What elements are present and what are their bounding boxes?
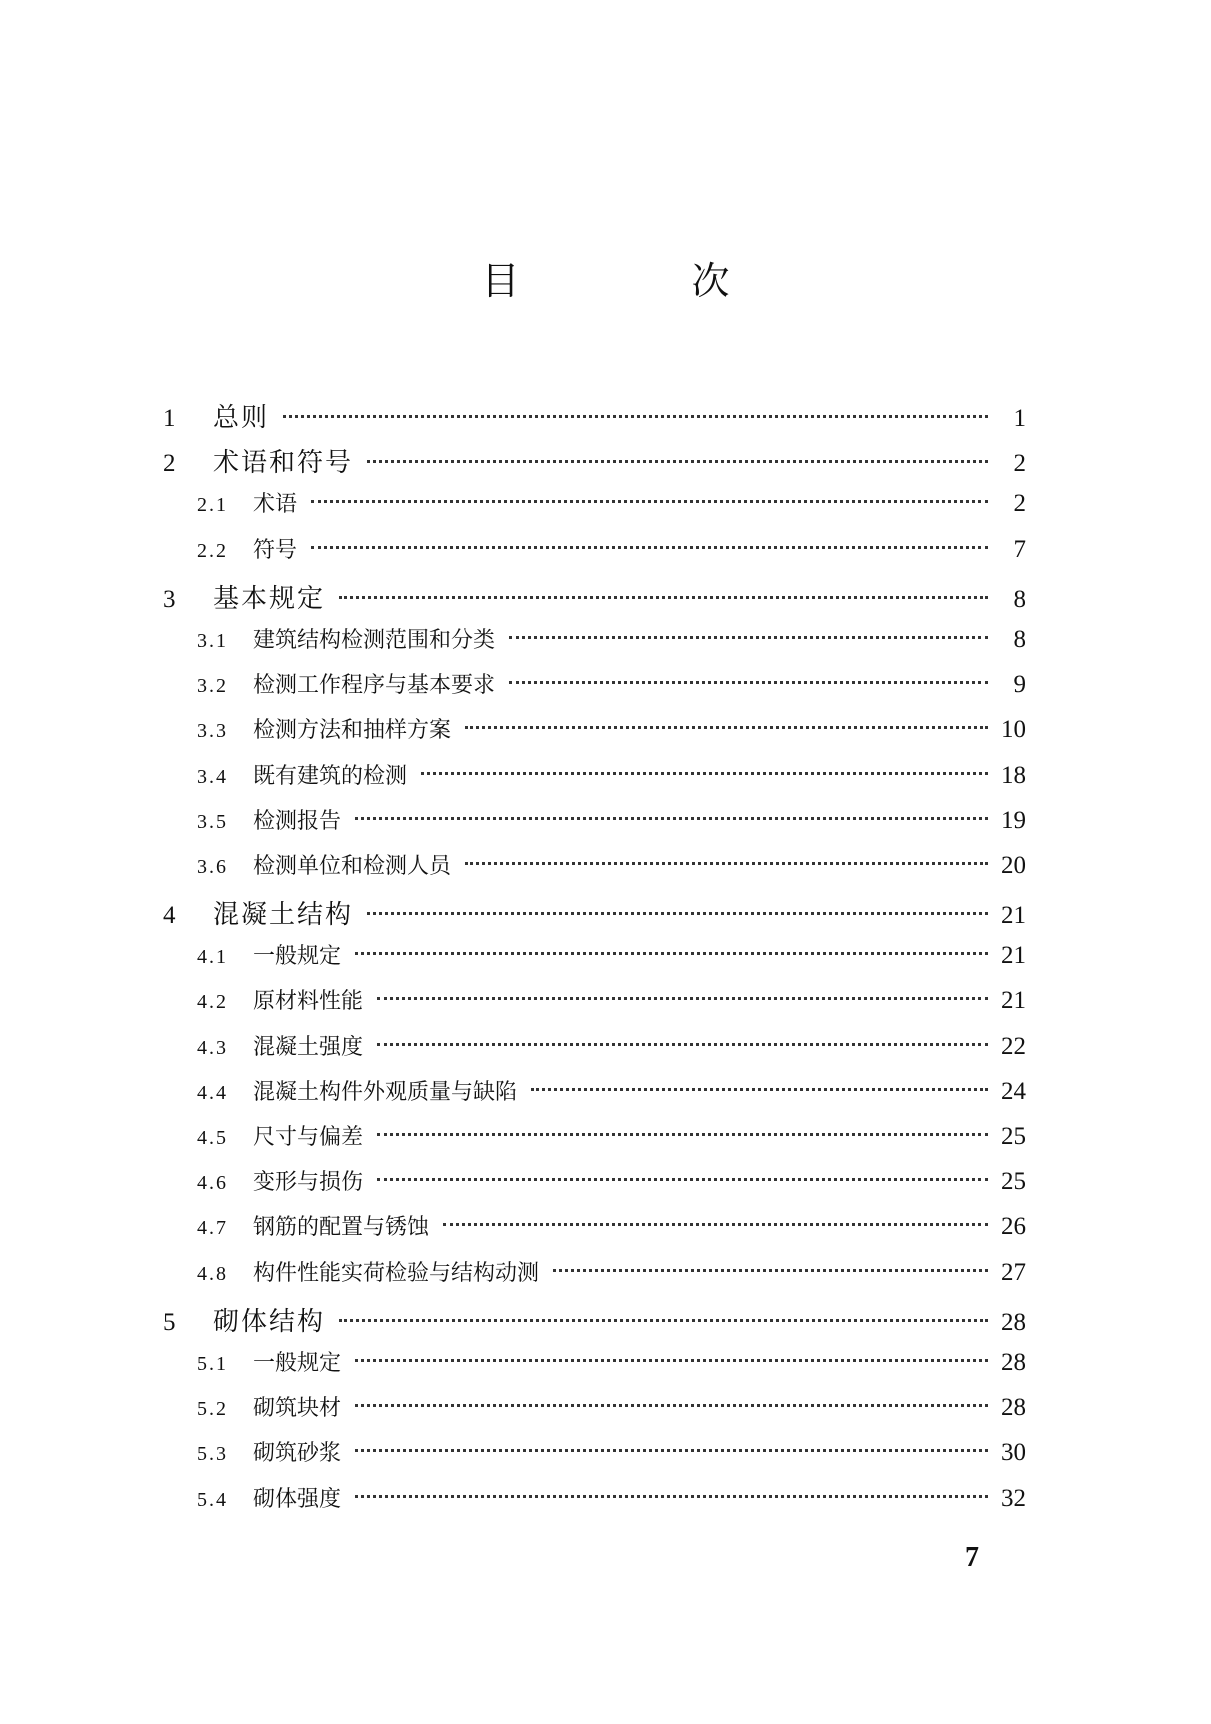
toc-entry — [163, 1030, 1026, 1075]
dot-leader — [355, 817, 988, 820]
dot-leader — [311, 546, 988, 549]
toc-entry-page: 28 — [1001, 1394, 1026, 1422]
toc-entry-page: 28 — [1001, 1348, 1026, 1376]
toc-entry-title: 砌体结构 — [213, 1306, 326, 1337]
toc-entry-title: 检测单位和检测人员 — [253, 853, 452, 879]
dot-leader — [421, 772, 988, 775]
toc-entry-number: 4.1 — [197, 946, 228, 969]
toc-entry-title: 混凝土结构 — [213, 900, 354, 931]
toc-entry-title: 检测工作程序与基本要求 — [253, 673, 496, 699]
toc-entry-title: 总则 — [213, 403, 270, 433]
toc-entry-page: 20 — [1001, 851, 1026, 879]
toc-entry-title: 原材料性能 — [253, 989, 364, 1015]
toc-entry-number: 5.2 — [197, 1398, 228, 1421]
toc-entry — [163, 533, 1026, 578]
toc-entry — [163, 1210, 1026, 1255]
toc-entry-title: 混凝土构件外观质量与缺陷 — [253, 1079, 518, 1105]
toc-entry — [163, 1346, 1026, 1391]
toc-entry-number: 1 — [163, 405, 176, 432]
toc-entry — [163, 804, 1026, 849]
dot-leader — [355, 1495, 988, 1498]
table-of-contents — [163, 397, 1026, 1527]
dot-leader — [283, 415, 988, 418]
dot-leader — [377, 1178, 988, 1181]
toc-entry-title: 检测报告 — [253, 808, 342, 834]
toc-entry-page: 22 — [1001, 1032, 1026, 1060]
dot-leader — [531, 1088, 988, 1091]
dot-leader — [355, 1449, 988, 1452]
toc-entry — [163, 578, 1026, 623]
dot-leader — [377, 1043, 988, 1046]
toc-entry-number: 2.2 — [197, 539, 228, 562]
dot-leader — [377, 997, 988, 1000]
dot-leader — [377, 1133, 988, 1136]
toc-entry-number: 2 — [163, 450, 176, 478]
toc-entry-number: 5 — [163, 1308, 176, 1336]
toc-entry — [163, 894, 1026, 939]
toc-entry — [163, 1482, 1026, 1527]
toc-entry-page: 9 — [1013, 671, 1026, 699]
dot-leader — [311, 500, 988, 503]
toc-entry-title: 一般规定 — [253, 1350, 342, 1376]
toc-entry-page: 25 — [1001, 1168, 1026, 1196]
page-number: 7 — [965, 1542, 979, 1573]
toc-entry-page: 21 — [1001, 987, 1026, 1015]
toc-entry-page: 21 — [1001, 902, 1026, 930]
toc-entry-title: 术语和符号 — [213, 448, 354, 479]
toc-entry-number: 3.5 — [197, 810, 228, 833]
toc-entry-number: 3.3 — [197, 720, 228, 743]
toc-entry-title: 砌筑砂浆 — [253, 1441, 342, 1467]
toc-entry — [163, 1120, 1026, 1165]
dot-leader — [465, 862, 988, 865]
toc-entry-number: 4.4 — [197, 1081, 228, 1104]
toc-entry-page: 24 — [1001, 1077, 1026, 1105]
toc-entry — [163, 1391, 1026, 1436]
dot-leader — [553, 1269, 988, 1272]
toc-entry-title: 符号 — [253, 537, 298, 563]
toc-entry-number: 3.1 — [197, 629, 228, 652]
toc-entry-title: 既有建筑的检测 — [253, 763, 408, 789]
toc-entry-title: 构件性能实荷检验与结构动测 — [253, 1260, 540, 1286]
toc-entry — [163, 1165, 1026, 1210]
dot-leader — [443, 1223, 988, 1226]
toc-entry-title: 砌筑块材 — [253, 1396, 342, 1422]
toc-entry-number: 4.5 — [197, 1127, 228, 1149]
toc-entry-number: 5.4 — [197, 1488, 228, 1511]
toc-entry-title: 变形与损伤 — [253, 1170, 364, 1196]
toc-entry-page: 7 — [1013, 535, 1026, 563]
dot-leader — [339, 1319, 988, 1322]
dot-leader — [355, 952, 988, 955]
toc-entry-page: 21 — [1001, 942, 1026, 970]
toc-entry-number: 5.3 — [197, 1443, 228, 1466]
toc-entry-page: 19 — [1001, 806, 1026, 834]
dot-leader — [509, 681, 988, 684]
toc-entry-number: 3.6 — [197, 855, 228, 878]
toc-title: 目 次 — [481, 259, 810, 303]
toc-entry — [163, 1301, 1026, 1346]
toc-entry-number: 3.4 — [197, 765, 228, 788]
toc-entry-title: 尺寸与偏差 — [253, 1125, 364, 1150]
toc-entry — [163, 397, 1026, 442]
dot-leader — [355, 1404, 988, 1407]
toc-entry-number: 4.6 — [197, 1172, 228, 1195]
toc-entry — [163, 623, 1026, 668]
toc-entry-title: 一般规定 — [253, 944, 342, 970]
toc-entry-title: 术语 — [253, 492, 298, 518]
dot-leader — [465, 726, 988, 729]
dot-leader — [339, 596, 988, 599]
toc-entry-page: 2 — [1013, 490, 1026, 518]
toc-entry-title: 基本规定 — [213, 583, 326, 614]
toc-entry — [163, 984, 1026, 1029]
toc-entry-title: 钢筋的配置与锈蚀 — [253, 1215, 430, 1241]
toc-entry-number: 2.1 — [197, 494, 228, 517]
toc-entry-page: 27 — [1001, 1258, 1026, 1286]
toc-entry-page: 25 — [1001, 1123, 1026, 1150]
toc-entry-number: 4 — [163, 902, 176, 930]
toc-entry-title: 建筑结构检测范围和分类 — [253, 627, 496, 653]
toc-entry-number: 4.2 — [197, 991, 228, 1014]
toc-entry-page: 10 — [1001, 716, 1026, 744]
toc-entry — [163, 442, 1026, 487]
toc-entry — [163, 1075, 1026, 1120]
dot-leader — [367, 912, 988, 915]
toc-entry-title: 砌体强度 — [253, 1486, 342, 1512]
toc-entry — [163, 939, 1026, 984]
toc-entry-number: 4.8 — [197, 1262, 228, 1285]
toc-entry-page: 1 — [1013, 405, 1026, 432]
toc-entry-page: 30 — [1001, 1439, 1026, 1467]
toc-entry-title: 混凝土强度 — [253, 1034, 364, 1060]
toc-entry-page: 26 — [1001, 1213, 1026, 1241]
toc-entry-page: 8 — [1013, 585, 1026, 613]
toc-entry-page: 28 — [1001, 1308, 1026, 1336]
toc-entry-page: 18 — [1001, 761, 1026, 789]
toc-entry-number: 4.3 — [197, 1036, 228, 1059]
dot-leader — [509, 636, 988, 639]
toc-entry — [163, 849, 1026, 894]
toc-entry — [163, 713, 1026, 758]
toc-entry-page: 8 — [1013, 625, 1026, 653]
toc-entry-title: 检测方法和抽样方案 — [253, 718, 452, 744]
toc-entry — [163, 668, 1026, 713]
toc-entry-number: 4.7 — [197, 1217, 228, 1240]
toc-entry — [163, 1436, 1026, 1481]
toc-entry-page: 32 — [1001, 1484, 1026, 1512]
toc-entry-number: 3.2 — [197, 675, 228, 698]
toc-entry — [163, 759, 1026, 804]
toc-entry-page: 2 — [1013, 450, 1026, 478]
toc-entry — [163, 487, 1026, 532]
dot-leader — [367, 460, 988, 463]
toc-entry-number: 5.1 — [197, 1352, 228, 1375]
toc-entry — [163, 1256, 1026, 1301]
dot-leader — [355, 1359, 988, 1362]
toc-entry-number: 3 — [163, 585, 176, 613]
